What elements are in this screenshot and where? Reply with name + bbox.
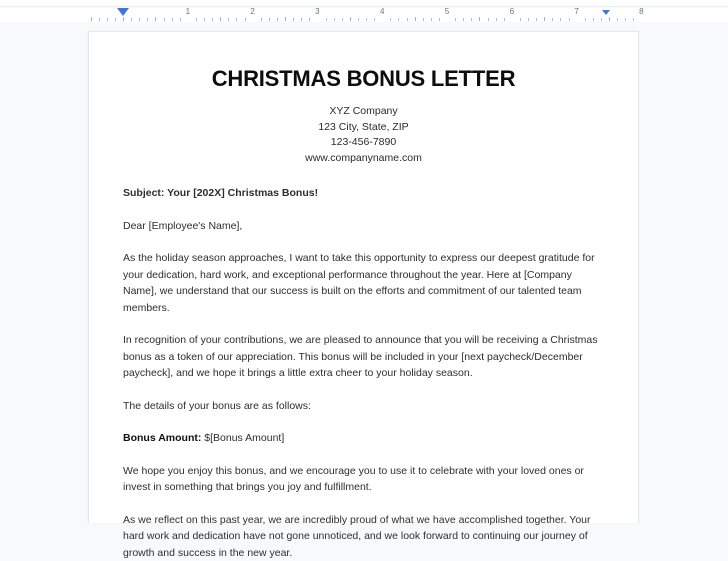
paragraph-2: In recognition of your contributions, we are pleased to announce that you will be receiving a Christmas bonus as a token of our appreciation. This bonus will be included in your [next paycheck/December paycheck], and we hope it brings a little extra cheer to your holiday season.	[123, 334, 598, 380]
salutation-line: Dear [Employee's Name],	[123, 219, 243, 232]
ruler-number-1: 1	[185, 7, 191, 16]
toolbar-strip	[0, 0, 728, 7]
ruler-tick	[277, 18, 278, 21]
ruler-tick	[358, 18, 359, 21]
ruler-tick	[488, 18, 489, 21]
document-canvas[interactable]	[0, 22, 728, 559]
ruler-tick	[245, 18, 246, 21]
ruler-tick	[520, 18, 521, 21]
ruler-tick	[236, 18, 237, 21]
document-page[interactable]	[88, 31, 639, 559]
ruler-number-2: 2	[250, 7, 255, 16]
ruler-tick	[544, 17, 545, 21]
ruler-tick	[415, 17, 416, 21]
ruler-tick	[99, 18, 100, 21]
ruler-tick	[398, 18, 399, 21]
contact-company: XYZ Company	[329, 105, 398, 118]
ruler-tick	[593, 18, 594, 21]
ruler-tick	[172, 18, 173, 21]
paragraph-4: As we reflect on this past year, we are incredibly proud of what we have accomplished together. Your hard work and dedication have not gone unnoticed, and we look forward to continuing our journey of growth and success in the new year.	[123, 513, 591, 559]
ruler-tick	[155, 17, 156, 21]
ruler-number-7: 7	[574, 7, 579, 16]
contact-website: www.companyname.com	[305, 151, 422, 164]
ruler-tick	[407, 18, 408, 21]
ruler-tick	[617, 18, 618, 21]
ruler-tick	[625, 18, 626, 21]
ruler-number-6: 6	[509, 7, 515, 16]
ruler-tick	[366, 18, 367, 21]
ruler-tick	[350, 17, 351, 21]
page-title: CHRISTMAS BONUS LETTER	[211, 66, 516, 91]
ruler-tick	[334, 18, 335, 21]
paragraph-1: As the holiday season approaches, I want to take this opportunity to express our deepest gratitude for your dedication, hard work, and exceptional performance throughout the year. Here at [Company Name], we understand that our success is built on the efforts and commitment of our talented team members.	[123, 252, 595, 314]
ruler-tick	[180, 18, 181, 21]
ruler-tick	[536, 18, 537, 21]
ruler-tick	[560, 18, 561, 21]
ruler-tick	[431, 18, 432, 21]
ruler-tick	[147, 18, 148, 21]
ruler-number-4: 4	[379, 7, 385, 16]
bonus-amount-value: $[Bonus Amount]	[204, 432, 285, 445]
contact-address: 123 City, State, ZIP	[318, 120, 409, 133]
ruler-number-5: 5	[444, 7, 450, 16]
left-indent-marker-icon[interactable]	[117, 8, 129, 16]
ruler-tick	[633, 18, 634, 21]
ruler-tick	[212, 18, 213, 21]
ruler-tick	[569, 18, 570, 21]
company-contact-block	[123, 104, 604, 166]
ruler-tick	[309, 18, 310, 21]
ruler-tick	[228, 18, 229, 21]
ruler-tick	[164, 18, 165, 21]
document-ruler[interactable]	[0, 8, 728, 22]
ruler-tick	[285, 17, 286, 21]
subject-line: Subject: Your [202X] Christmas Bonus!	[123, 187, 319, 200]
ruler-tick	[293, 18, 294, 21]
ruler-track[interactable]	[0, 8, 728, 22]
ruler-tick	[261, 18, 262, 21]
ruler-tick	[139, 18, 140, 21]
bonus-amount-line	[123, 430, 604, 447]
ruler-tick	[204, 18, 205, 21]
ruler-tick	[609, 17, 610, 21]
ruler-tick	[115, 18, 116, 21]
contact-phone: 123-456-7890	[330, 136, 397, 149]
ruler-tick	[439, 18, 440, 21]
ruler-tick	[107, 18, 108, 21]
page-content	[89, 32, 638, 561]
ruler-tick	[528, 18, 529, 21]
paragraph-3: We hope you enjoy this bonus, and we encourage you to use it to celebrate with your loved ones or invest in something that brings you joy and fulfillment.	[123, 464, 584, 494]
ruler-number-8: 8	[639, 7, 644, 16]
ruler-tick	[479, 17, 480, 21]
ruler-tick	[504, 18, 505, 21]
details-intro-line: The details of your bonus are as follows:	[123, 399, 311, 412]
ruler-tick	[471, 18, 472, 21]
ruler-tick	[301, 18, 302, 21]
ruler-tick	[374, 18, 375, 21]
ruler-tick	[601, 18, 602, 21]
ruler-tick	[423, 18, 424, 21]
bonus-amount-label: Bonus Amount:	[123, 432, 202, 445]
ruler-tick	[326, 18, 327, 21]
letter-body	[123, 185, 604, 561]
ruler-number-3: 3	[315, 7, 320, 16]
ruler-tick	[390, 18, 391, 21]
ruler-tick	[342, 18, 343, 21]
ruler-tick	[131, 18, 132, 21]
ruler-tick	[455, 18, 456, 21]
ruler-tick	[123, 17, 124, 21]
right-indent-marker-icon[interactable]	[602, 10, 610, 15]
ruler-tick	[585, 18, 586, 21]
ruler-tick	[552, 18, 553, 21]
ruler-tick	[196, 18, 197, 21]
ruler-tick	[220, 17, 221, 21]
ruler-tick	[269, 18, 270, 21]
ruler-tick	[91, 17, 92, 21]
ruler-tick	[496, 18, 497, 21]
ruler-tick	[463, 18, 464, 21]
